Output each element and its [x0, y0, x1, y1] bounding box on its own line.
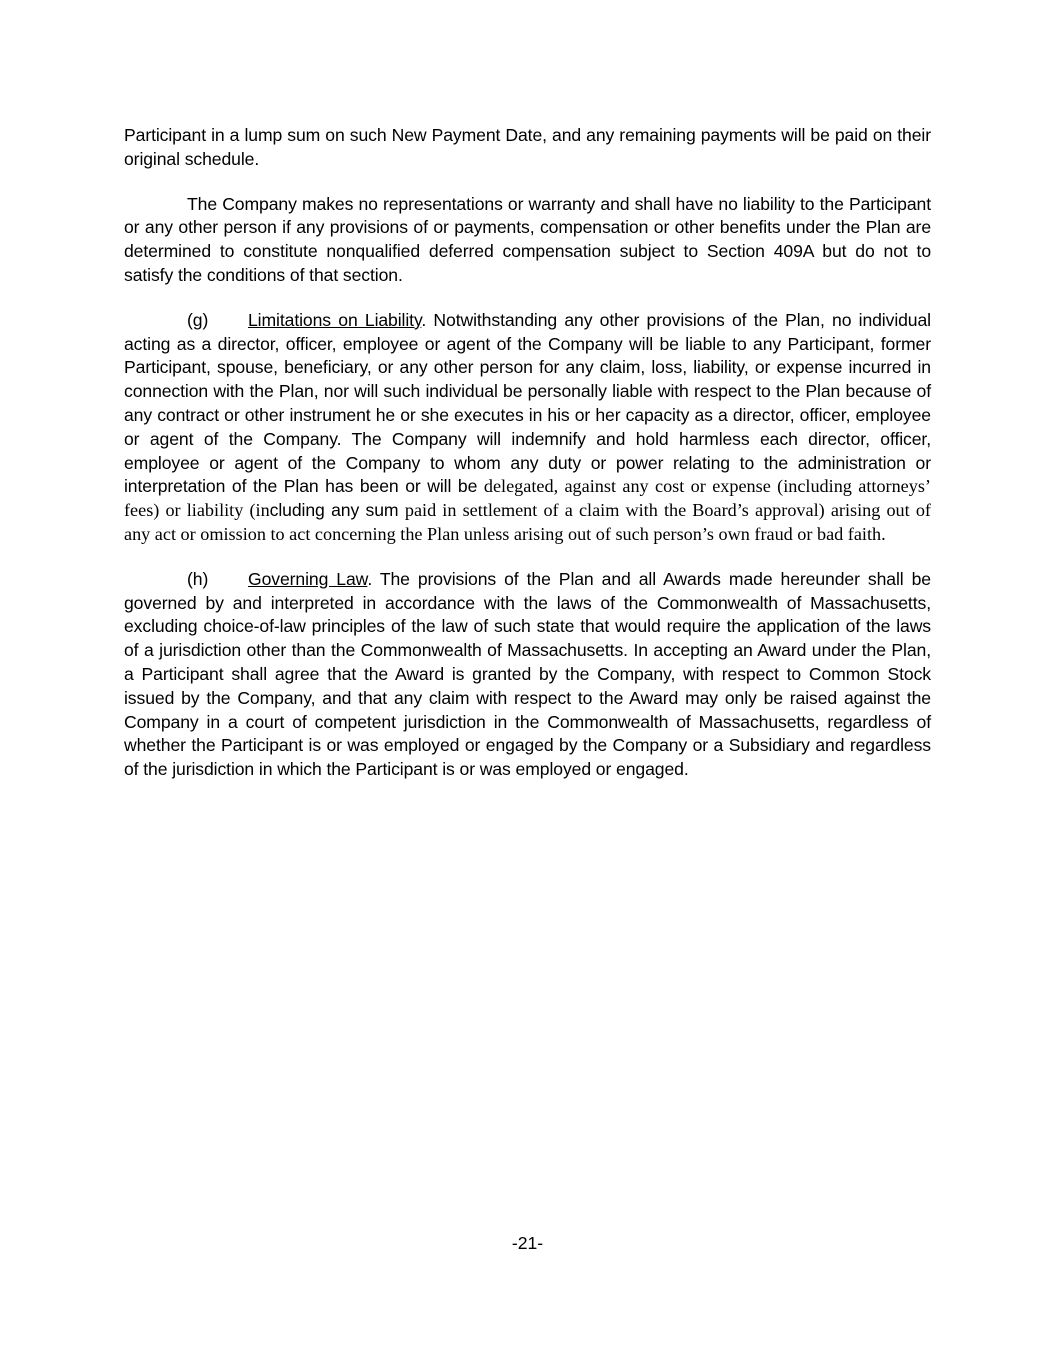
section-g-limitations-on-liability [124, 309, 931, 547]
paragraph-continuation: Participant in a lump sum on such New Payment Date, and any remaining payments will be paid on their original schedule. [124, 125, 931, 169]
section-g-caption: Limitations on Liability [248, 309, 422, 330]
section-g-text-serif-1: delegated, against any cost or expense (including attorneys’ fees) or liability (in [124, 476, 931, 521]
section-h-governing-law [124, 568, 931, 782]
section-h-caption: Governing Law [248, 568, 368, 589]
section-g-text-serif-2: paid in settlement of a claim with the Board’s approval) arising out of any act or omission to act concerning the Plan unless arising out of such person’s own fraud or bad faith. [124, 500, 931, 544]
section-g-text-sans-2: cluding any sum [269, 500, 405, 521]
section-h-label: (h) [187, 568, 209, 589]
section-h-text: . The provisions of the Plan and all Awards made hereunder shall be governed by and interpreted in accordance with the laws of the Commonwealth of Massachusetts, excluding choice-of-law principles of the law of such state that would require the application of the laws of a jurisdiction other than the Commonwealth of Massachusetts. In accepting an Award under the Plan, a Participant shall agree that the Award is granted by the Company, with respect to Common Stock issued by the Company, and that any claim with respect to the Award may only be raised against the Company in a court of competent jurisdiction in the Commonwealth of Massachusetts, regardless of whether the Participant is or was employed or engaged by the Company or a Subsidiary and regardless of the jurisdiction in which the Participant is or was employed or engaged. [124, 568, 931, 780]
section-g-label: (g) [187, 309, 209, 330]
document-body [124, 124, 931, 803]
section-g-text: . Notwithstanding any other provisions of the Plan, no individual acting as a director, officer, employee or agent of the Company will be liable to any Participant, former Participant, spouse, beneficiary, or any other person for any claim, loss, liability, or expense incurred in connection with the Plan, nor will such individual be personally liable with respect to the Plan because of any contract or other instrument he or she executes in his or her capacity as a director, officer, employee or agent of the Company. The Company will indemnify and hold harmless each director, officer, employee or agent of the Company to whom any duty or power relating to the administration or interpretation of the Plan has been or will be [124, 309, 931, 497]
page-number: -21- [511, 1233, 544, 1253]
paragraph-409a-disclaimer: The Company makes no representations or warranty and shall have no liability to the Participant or any other person if any provisions of or payments, compensation or other benefits under the Plan are determined to constitute nonqualified deferred compensation subject to Section 409A but do not to satisfy the conditions of that section. [124, 193, 931, 285]
